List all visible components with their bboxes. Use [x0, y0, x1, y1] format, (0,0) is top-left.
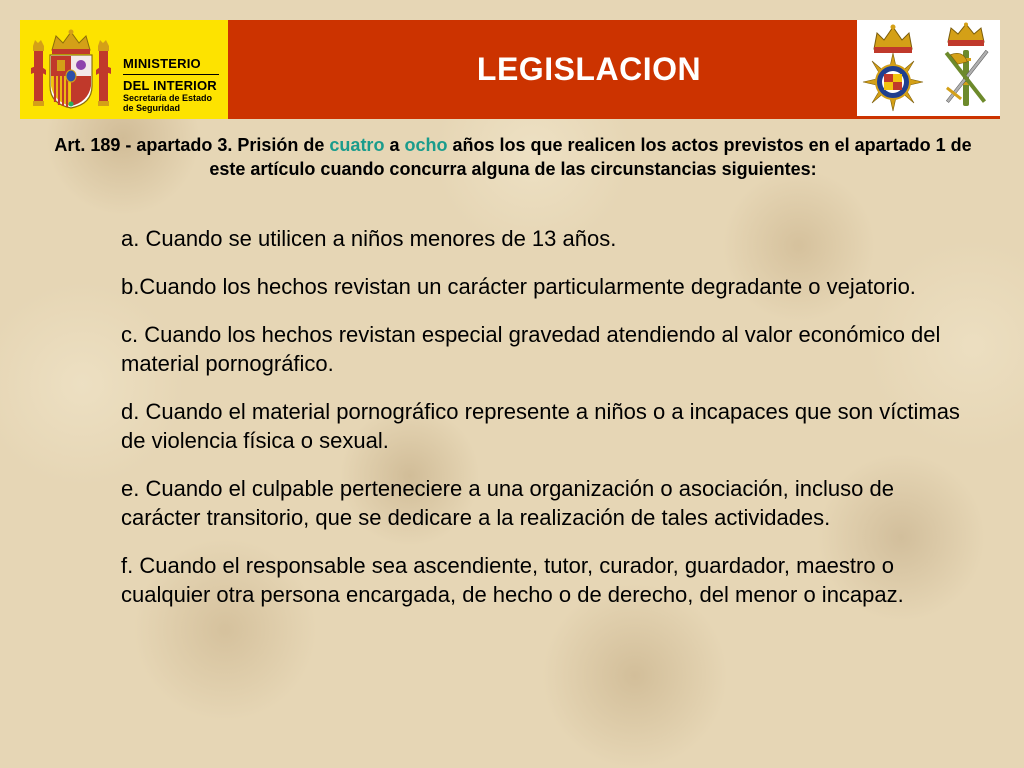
intro-highlight-2: ocho	[404, 135, 448, 155]
slide-header	[20, 20, 1000, 119]
police-emblem-icon	[860, 23, 926, 113]
intro-text-2: a	[384, 135, 405, 155]
ministry-line-2: DEL INTERIOR	[123, 78, 217, 93]
list-item-c: c. Cuando los hechos revistan especial gravedad atendiendo al valor económico del material pornográfico.	[121, 322, 941, 376]
circumstances-list	[121, 224, 961, 628]
title-bar	[228, 20, 854, 119]
article-intro	[50, 133, 976, 181]
ministry-subtitle-line-1: Secretaría de Estado	[123, 93, 213, 103]
guardia-civil-emblem-icon	[933, 22, 999, 114]
spain-coat-of-arms-icon	[30, 28, 112, 112]
list-item-a: a. Cuando se utilicen a niños menores de 13 años.	[121, 226, 617, 251]
list-item-b: b.Cuando los hechos revistan un carácter particularmente degradante o vejatorio.	[121, 274, 916, 299]
ministry-line-1: MINISTERIO	[123, 56, 201, 71]
ministry-name	[123, 56, 219, 94]
ministry-subtitle-line-2: de Seguridad	[123, 103, 181, 113]
ministry-logo	[20, 20, 228, 119]
emblems-box	[854, 20, 1000, 119]
list-item-d: d. Cuando el material pornográfico represente a niños o a incapaces que son víctimas de violencia física o sexual.	[121, 399, 960, 453]
intro-highlight-1: cuatro	[329, 135, 385, 155]
list-item-e: e. Cuando el culpable perteneciere a una organización o asociación, incluso de carácter transitorio, que se dedicare a la realización de tales actividades.	[121, 476, 894, 530]
ministry-divider	[123, 74, 219, 75]
list-item-f: f. Cuando el responsable sea ascendiente, tutor, curador, guardador, maestro o cualquier otra persona encargada, de hecho o de derecho, del menor o incapaz.	[121, 553, 904, 607]
intro-text-1: Art. 189 - apartado 3. Prisión de	[54, 135, 330, 155]
intro-text-3: años los que realicen los actos previstos en el apartado 1 de este artículo cuando concurra alguna de las circunstancias siguientes:	[209, 135, 972, 179]
ministry-subtitle	[123, 93, 212, 113]
slide-title: LEGISLACION	[476, 51, 702, 87]
